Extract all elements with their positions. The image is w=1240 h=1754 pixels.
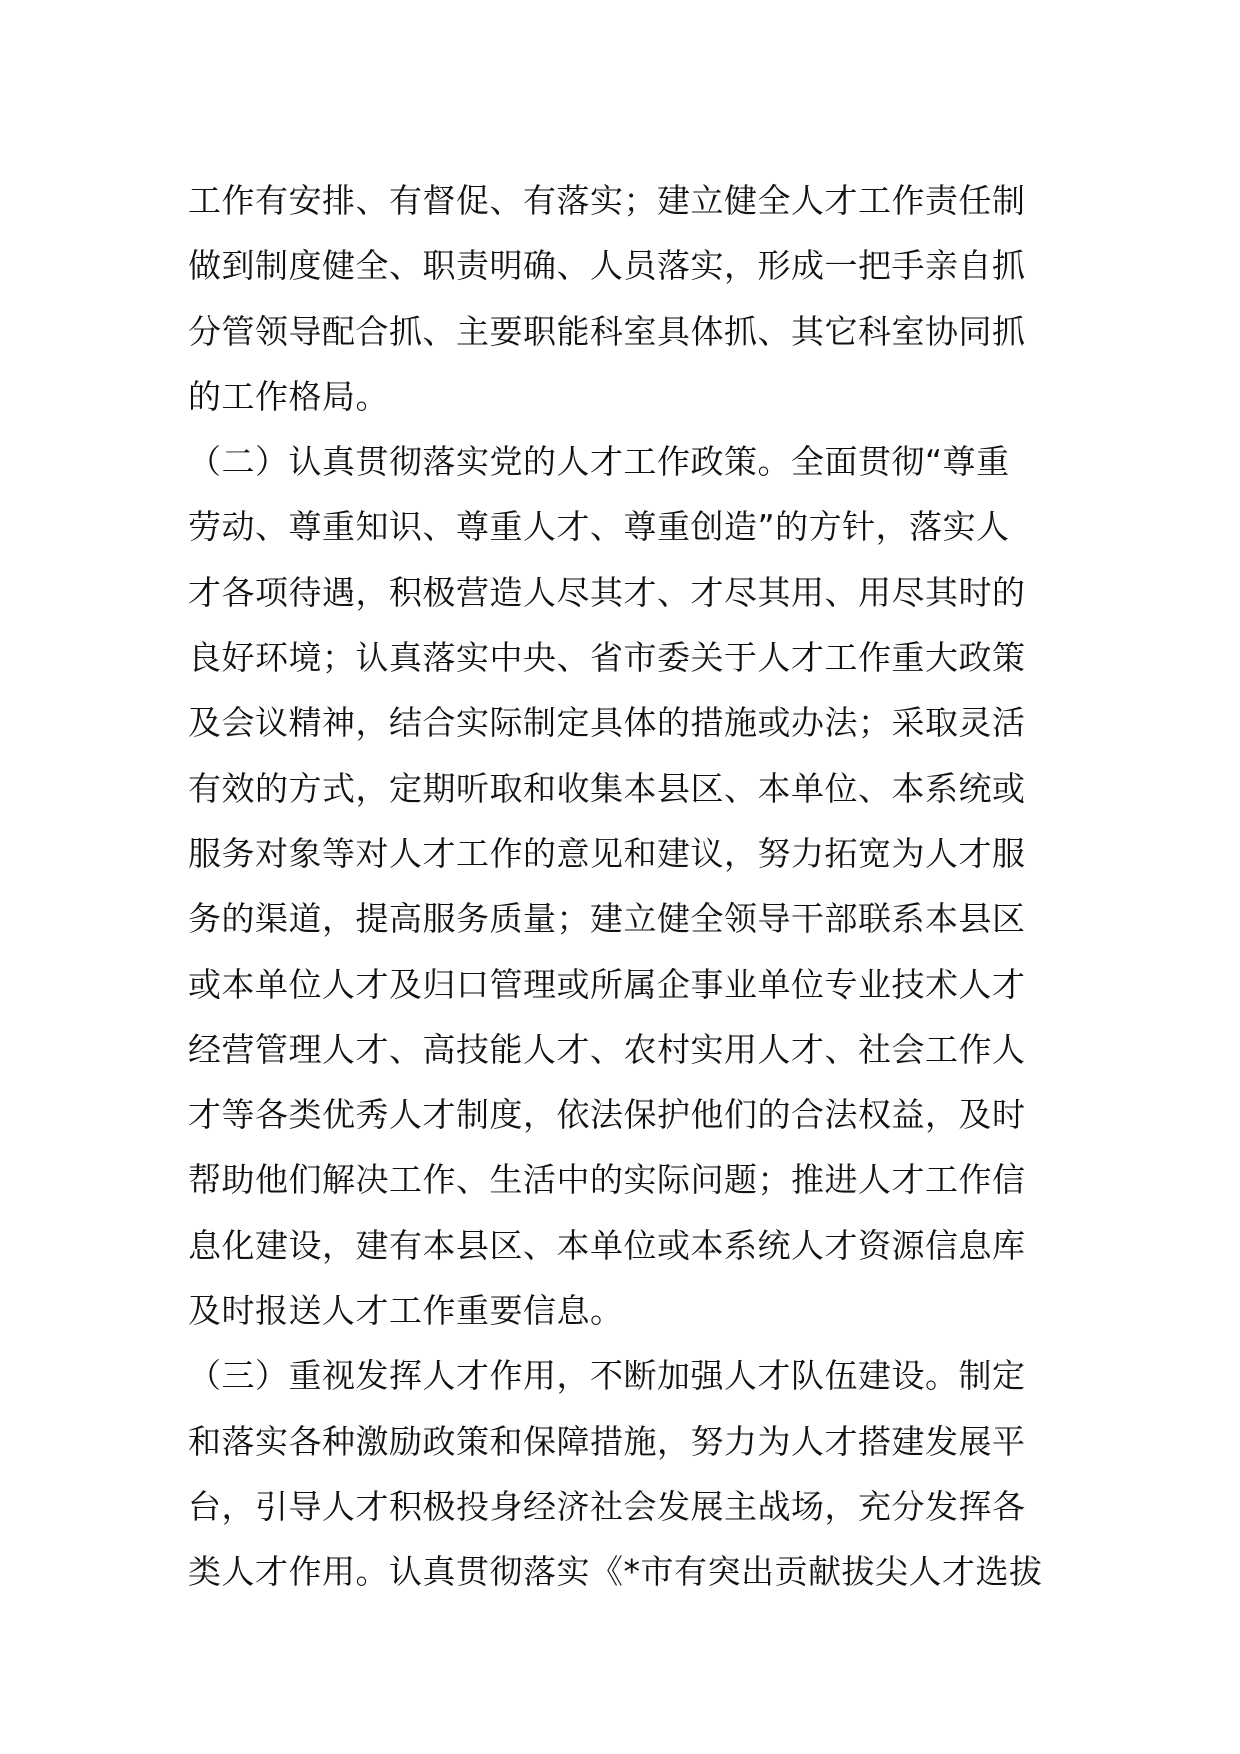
text-line: 务的渠道，提高服务质量；建立健全领导干部联系本县区 [188, 899, 1026, 939]
text-line: 有效的方式，定期听取和收集本县区、本单位、本系统或 [188, 768, 1026, 808]
text-line: 的工作格局。 [188, 376, 389, 416]
text-line: 或本单位人才及归口管理或所属企事业单位专业技术人才 [188, 964, 1026, 1004]
text-line: 及会议精神，结合实际制定具体的措施或办法；采取灵活 [188, 703, 1026, 743]
text-line: 帮助他们解决工作、生活中的实际问题；推进人才工作信 [188, 1160, 1026, 1200]
text-line: 台，引导人才积极投身经济社会发展主战场，充分发挥各 [188, 1486, 1026, 1526]
body-text [188, 168, 1058, 1605]
text-line: 工作有安排、有督促、有落实；建立健全人才工作责任制 [188, 181, 1026, 220]
text-line: 做到制度健全、职责明确、人员落实，形成一把手亲自抓 [188, 246, 1026, 286]
text-line: 和落实各种激励政策和保障措施，努力为人才搭建发展平 [188, 1421, 1026, 1461]
text-line: 类人才作用。认真贯彻落实《*市有突出贡献拔尖人才选拔 [188, 1552, 1043, 1592]
text-line: 及时报送人才工作重要信息。 [188, 1291, 624, 1331]
section-heading-line: （二）认真贯彻落实党的人才工作政策。全面贯彻“尊重 [188, 442, 1010, 482]
text-line: 息化建设，建有本县区、本单位或本系统人才资源信息库 [188, 1225, 1026, 1265]
text-line: 才等各类优秀人才制度，依法保护他们的合法权益，及时 [188, 1095, 1026, 1135]
text-line: 才各项待遇，积极营造人尽其才、才尽其用、用尽其时的 [188, 572, 1026, 612]
section-heading-line: （三）重视发挥人才作用，不断加强人才队伍建设。制定 [188, 1356, 1026, 1396]
text-line: 劳动、尊重知识、尊重人才、尊重创造”的方针，落实人 [188, 507, 1010, 547]
text-line: 分管领导配合抓、主要职能科室具体抓、其它科室协同抓 [188, 311, 1026, 351]
text-line: 服务对象等对人才工作的意见和建议，努力拓宽为人才服 [188, 833, 1026, 873]
text-line: 经营管理人才、高技能人才、农村实用人才、社会工作人 [188, 1029, 1026, 1069]
text-line: 良好环境；认真落实中央、省市委关于人才工作重大政策 [188, 638, 1026, 678]
